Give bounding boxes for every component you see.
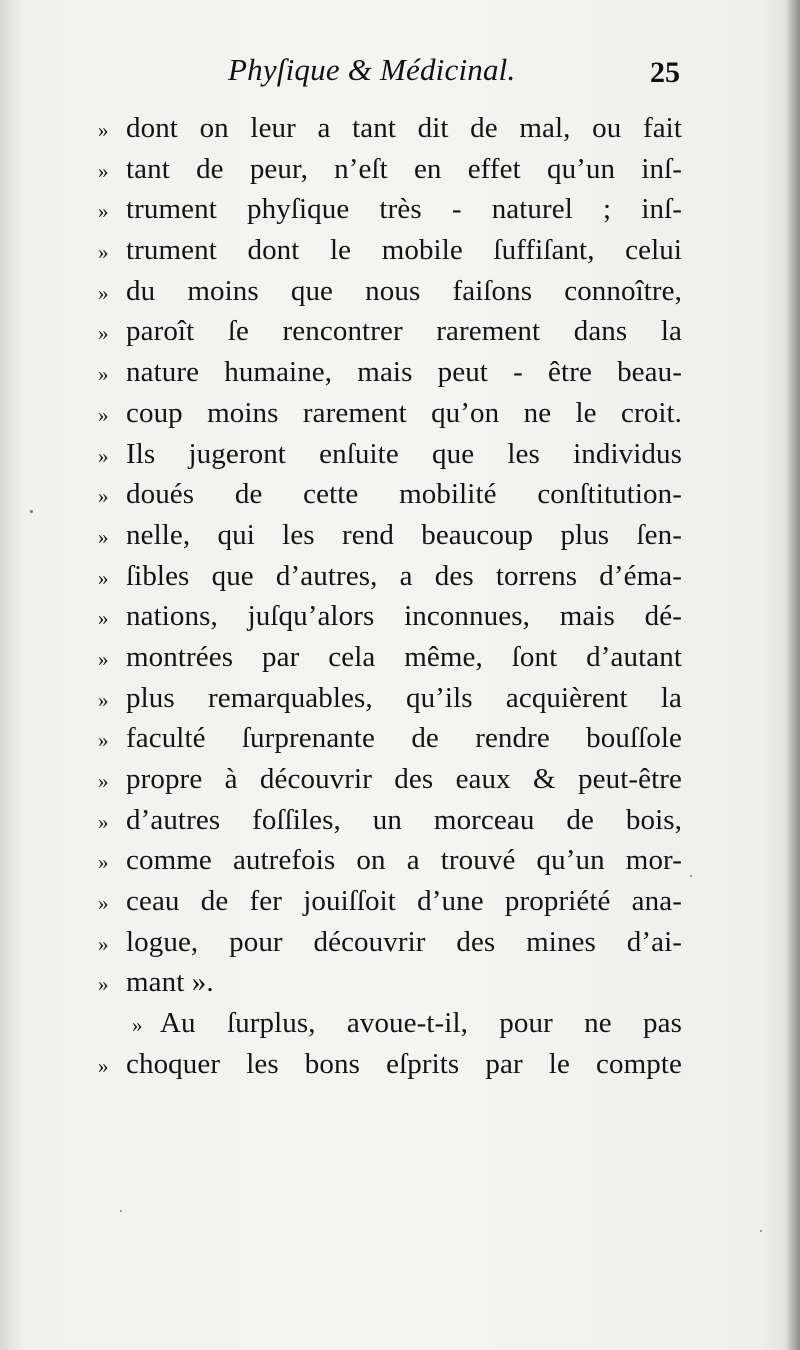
quote-mark: » bbox=[98, 565, 109, 590]
quote-mark: » bbox=[98, 972, 109, 997]
text-line: » montrées par cela même, ſont d’autant bbox=[98, 640, 682, 673]
quote-mark: » bbox=[98, 402, 109, 427]
text-line: » paroît ſe rencontrer rarement dans la bbox=[98, 315, 682, 348]
quote-mark: » bbox=[98, 769, 109, 793]
text-line: » propre à découvrir des eaux & peut-être bbox=[98, 763, 682, 795]
paper-speck bbox=[690, 875, 692, 877]
text-line: » comme autrefois on a trouvé qu’un mor- bbox=[98, 844, 682, 877]
quote-mark: » bbox=[98, 158, 109, 183]
quote-mark: » bbox=[98, 728, 109, 753]
text-line: » nature humaine, mais peut - être beau- bbox=[98, 356, 682, 389]
text-line: » ſibles que d’autres, a des torrens d’éma- bbox=[98, 559, 682, 592]
text-line: » nations, juſqu’alors inconnues, mais dé- bbox=[98, 600, 682, 633]
text-line: » mant ». bbox=[98, 966, 214, 999]
quote-mark: » bbox=[98, 118, 109, 142]
page-edge-shadow bbox=[786, 0, 800, 1350]
quote-mark: » bbox=[98, 524, 109, 549]
quote-mark: » bbox=[98, 687, 109, 712]
running-title: Phyſique & Médicinal. bbox=[228, 52, 516, 87]
text-line: » dont on leur a tant dit de mal, ou fait bbox=[98, 112, 682, 144]
quote-mark: » bbox=[98, 646, 109, 671]
text-line: » coup moins rarement qu’on ne le croit. bbox=[98, 396, 682, 429]
text-line: » d’autres foſſiles, un morceau de bois, bbox=[98, 803, 682, 836]
page-number: 25 bbox=[650, 56, 680, 89]
quote-mark: » bbox=[98, 931, 109, 956]
quote-mark: » bbox=[98, 362, 109, 387]
text-line: » Au ſurplus, avoue-t-il, pour ne pas bbox=[132, 1007, 682, 1040]
quote-mark: » bbox=[98, 240, 109, 265]
text-line: » plus remarquables, qu’ils acquièrent la bbox=[98, 681, 682, 714]
text-line: » du moins que nous faiſons connoître, bbox=[98, 274, 682, 307]
quote-mark: » bbox=[98, 891, 109, 916]
text-line: » nelle, qui les rend beaucoup plus ſen- bbox=[98, 518, 682, 551]
text-line: » trument dont le mobile ſuffiſant, celui bbox=[98, 234, 682, 267]
text-line: » logue, pour découvrir des mines d’ai- bbox=[98, 925, 682, 958]
quote-mark: » bbox=[98, 199, 109, 224]
quote-mark: » bbox=[98, 606, 109, 631]
quote-mark: » bbox=[98, 321, 109, 346]
quote-mark: » bbox=[98, 1053, 109, 1078]
body-text bbox=[98, 112, 682, 1089]
paper-speck bbox=[30, 510, 33, 513]
text-line: » trument phyſique très - naturel ; inſ- bbox=[98, 193, 682, 226]
text-line: » Ils jugeront enſuite que les individus bbox=[98, 437, 682, 470]
quote-mark: » bbox=[98, 443, 109, 468]
text-line: » faculté ſurprenante de rendre bouſſole bbox=[98, 722, 682, 755]
quote-mark: » bbox=[98, 484, 109, 509]
running-head bbox=[100, 52, 680, 92]
quote-mark: » bbox=[98, 809, 109, 834]
text-line: » choquer les bons eſprits par le compte bbox=[98, 1047, 682, 1080]
text-line: » doués de cette mobilité conſtitution- bbox=[98, 478, 682, 511]
quote-mark: » bbox=[98, 850, 109, 875]
text-line: » ceau de fer jouiſſoit d’une propriété ana- bbox=[98, 885, 682, 918]
quote-mark: » bbox=[98, 280, 109, 305]
paper-speck bbox=[120, 1210, 122, 1212]
text-line: » tant de peur, n’eſt en effet qu’un inſ- bbox=[98, 152, 682, 185]
paper-speck bbox=[760, 1230, 762, 1232]
quote-mark: » bbox=[132, 1013, 143, 1038]
